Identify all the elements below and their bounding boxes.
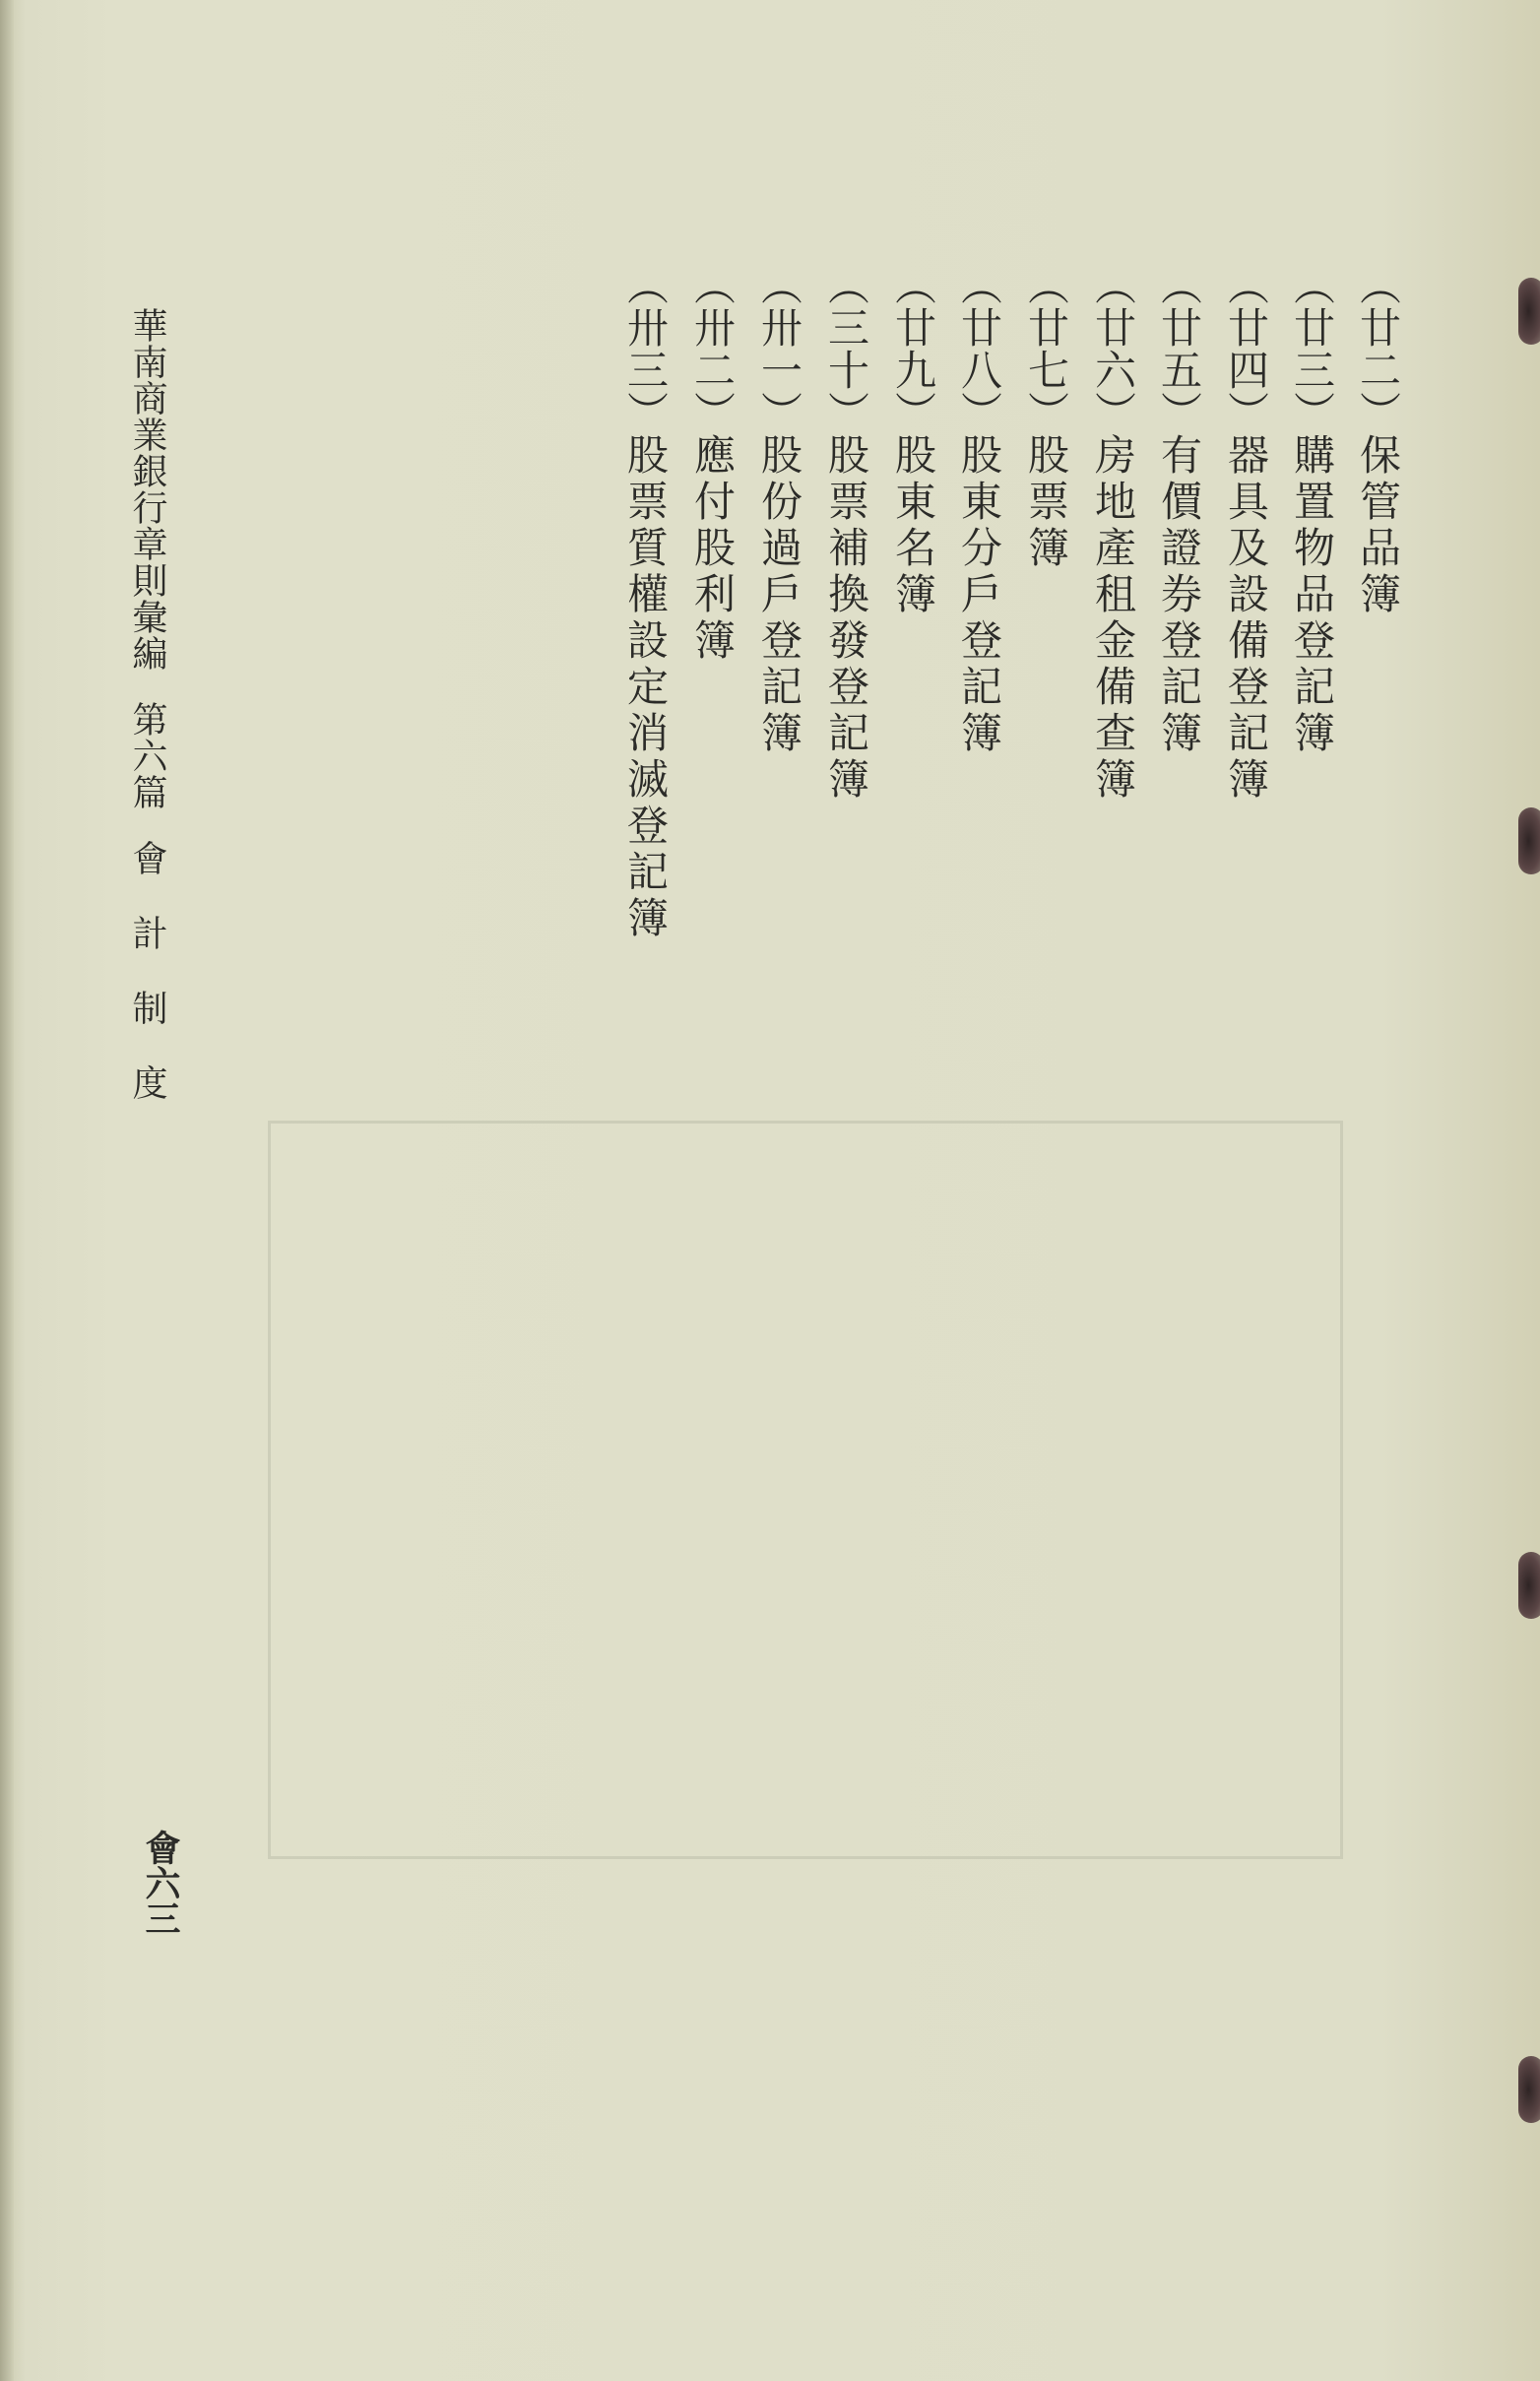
bleed-through-shadow [223,571,277,1123]
ledger-entry-25 [1155,264,1203,757]
ledger-entry-33 [621,264,670,942]
entry-title: 股票質權設定消滅登記簿 [621,433,670,942]
entry-number: （卅一） [755,264,803,433]
entry-title: 股東名簿 [889,433,937,618]
header-part: 第六篇 [127,701,167,810]
entry-title: 應付股利簿 [688,433,737,665]
entry-title: 股份過戶登記簿 [755,433,803,757]
entry-number: （廿七） [1022,264,1070,433]
entry-title: 保管品簿 [1354,433,1402,618]
entry-number: （廿二） [1354,264,1402,433]
entry-number: （廿九） [889,264,937,433]
ledger-entry-27 [1022,264,1070,572]
entry-title: 股東分戶登記簿 [955,433,1003,757]
entry-number: （廿五） [1155,264,1203,433]
ledger-entry-22 [1354,264,1402,618]
ledger-entry-32 [688,264,737,665]
entry-title: 有價證券登記簿 [1155,433,1203,757]
ledger-entry-31 [755,264,803,757]
binding-hole-top [1518,278,1540,345]
page-spine [0,0,14,2381]
page-number: 會六三 [140,1830,181,1936]
bleed-through-frame [268,1121,1343,1859]
ledger-entry-24 [1222,264,1270,804]
entry-number: （廿三） [1288,264,1336,433]
entry-title: 購置物品登記簿 [1288,433,1336,757]
entry-number: （卅三） [621,264,670,433]
entry-title: 股票簿 [1022,433,1070,572]
entry-number: （廿四） [1222,264,1270,433]
entry-number: （三十） [822,264,870,433]
header-chapter: 會計制度 [127,840,167,1139]
entry-number: （廿八） [955,264,1003,433]
running-header [127,307,167,1139]
ledger-entry-28 [955,264,1003,757]
ledger-entry-30 [822,264,870,804]
entry-number: （廿六） [1089,264,1137,433]
ledger-entry-29 [889,264,937,618]
binding-hole-bottom [1518,2056,1540,2123]
binding-hole-upper-middle [1518,807,1540,874]
entry-title: 房地產租金備查簿 [1089,433,1137,804]
entry-number: （卅二） [688,264,737,433]
entry-title: 股票補換發登記簿 [822,433,870,804]
binding-hole-lower-middle [1518,1552,1540,1619]
header-series-title: 華南商業銀行章則彙編 [127,307,167,672]
ledger-entry-26 [1089,264,1137,804]
entry-title: 器具及設備登記簿 [1222,433,1270,804]
ledger-entry-23 [1288,264,1336,757]
